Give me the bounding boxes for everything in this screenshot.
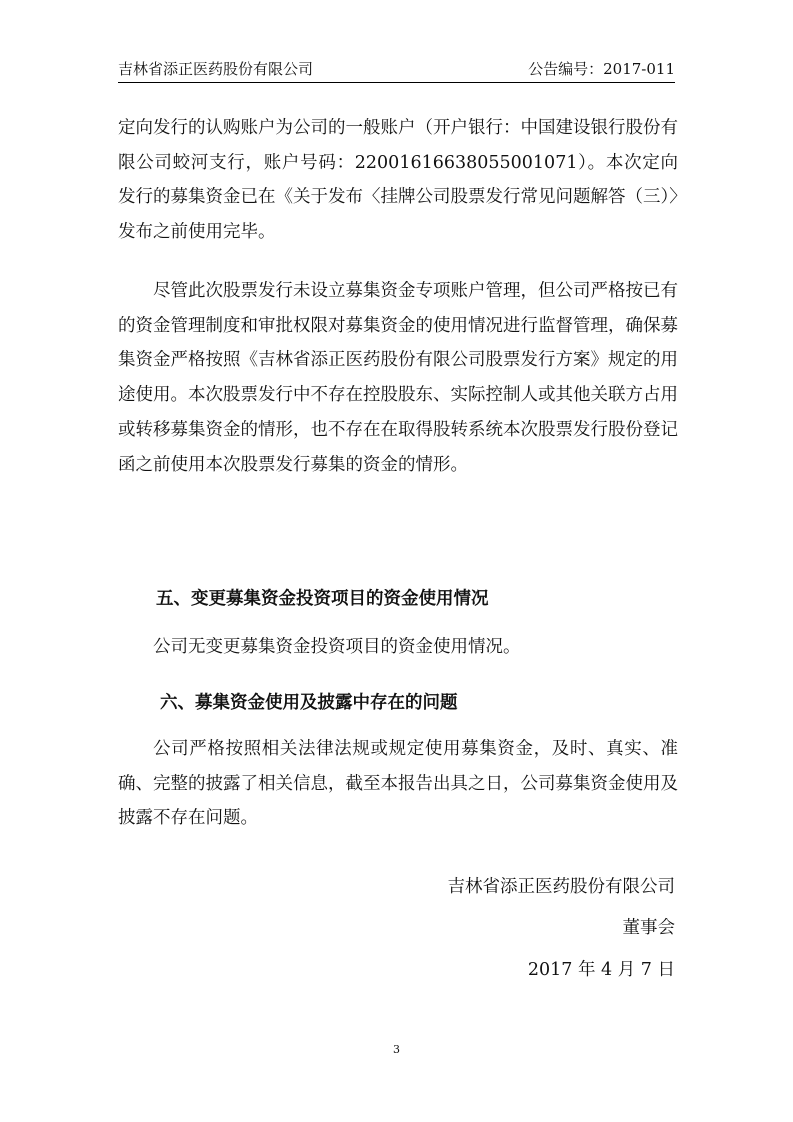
header-company-name: 吉林省添正医药股份有限公司 (118, 60, 314, 78)
signature-date: 2017 年 4 月 7 日 (527, 960, 675, 980)
header-notice-number: 公告编号：2017-011 (528, 60, 675, 78)
header-divider (118, 82, 675, 83)
paragraph-fund-management: 尽管此次股票发行未设立募集资金专项账户管理，但公司严格按已有的资金管理制度和审批权限对募集资金的使用情况进行监督管理，确保募集资金严格按照《吉林省添正医药股份有限公司股票发行方案》规定的用途使用。本次股票发行中不存在控股股东、实际控制人或其他关联方占用或转移募集资金的情形，也不存在在取得股转系统本次股票发行股份登记函之前使用本次股票发行募集的资金的情形。 (118, 281, 678, 475)
signature-board: 董事会 (622, 918, 675, 938)
paragraph-no-change: 公司无变更募集资金投资项目的资金使用情况。 (153, 637, 521, 657)
section-heading-five: 五、变更募集资金投资项目的资金使用情况 (156, 589, 489, 609)
page-number: 3 (393, 1043, 400, 1056)
page-header (118, 58, 675, 80)
section-heading-six: 六、募集资金使用及披露中存在的问题 (160, 693, 458, 713)
paragraph-account-info: 定向发行的认购账户为公司的一般账户（开户银行：中国建设银行股份有限公司蛟河支行，账户号码：22001616638055001071）。本次定向发行的募集资金已在《关于发布〈挂牌公司股票发行常见问题解答（三）〉发布之前使用完毕。 (118, 118, 678, 243)
paragraph-disclosure: 公司严格按照相关法律法规或规定使用募集资金，及时、真实、准确、完整的披露了相关信息，截至本报告出具之日，公司募集资金使用及披露不存在问题。 (118, 739, 678, 829)
signature-company: 吉林省添正医药股份有限公司 (447, 877, 675, 897)
